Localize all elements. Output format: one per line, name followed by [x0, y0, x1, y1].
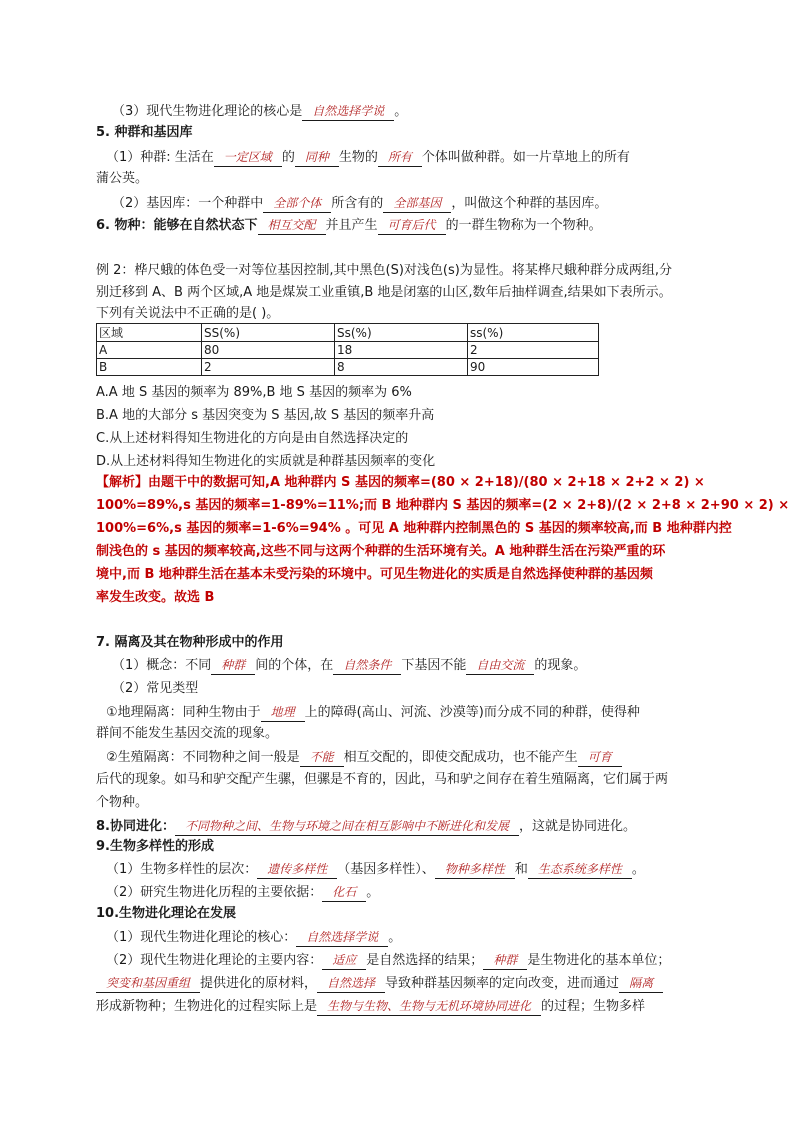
table-row: [97, 359, 599, 376]
s8-c: ，这就是协同进化。: [519, 819, 637, 834]
s6-d: 的一群生物称为一个物种。: [445, 218, 602, 233]
s10-p2c-a: 形成新物种；生物进化的过程实际上是: [96, 999, 318, 1014]
analysis-line: 100%=6%,s 基因的频率=1-6%=94% 。可见 A 地种群内控制黑色的 S 基因的频率较高,而 B 地种群内控: [96, 521, 732, 536]
s10-p2b-blank-2: 自然选择: [317, 974, 385, 993]
s7-p2: （2）常见类型: [112, 681, 199, 696]
s10-p1-blank-1: 自然选择学说: [296, 928, 388, 947]
s7-geo-2: 群间不能发生基因交流的现象。: [96, 726, 279, 741]
s9-p2-c: 。: [366, 885, 380, 900]
s9-p1-e: 。: [631, 862, 645, 877]
s9-p1-blank-3: 生态系统多样性: [528, 860, 632, 879]
s5-p1-blank-1: 一定区域: [214, 148, 282, 167]
s10-p2c: [96, 997, 706, 1016]
s7-p1-d: 下基因不能: [401, 658, 467, 673]
s7-rep-blank-2: 可育: [578, 748, 622, 767]
s9-p2: [106, 883, 716, 902]
s10-p2-blank-2: 种群: [483, 951, 527, 970]
table-header-cell: SS(%): [202, 324, 335, 342]
s8-line: [96, 817, 706, 836]
s10-p2-blank-1: 适应: [322, 951, 366, 970]
s5-title: 5. 种群和基因库: [96, 125, 193, 140]
s7-rep-blank-1: 不能: [300, 748, 344, 767]
table-cell: 2: [468, 342, 599, 359]
s7-rep-3: 个物种。: [96, 795, 149, 810]
s5-p2-d: ，叫做这个种群的基因库。: [451, 196, 608, 211]
s10-p2: [106, 951, 716, 970]
table-cell: 18: [335, 342, 468, 359]
s5-p2-blank-2: 全部基因: [383, 194, 451, 213]
analysis-line: 率发生改变。故选 B: [96, 590, 215, 605]
s7-rep-2: 后代的现象。如马和驴交配产生骡，但骡是不育的，因此，马和驴之间存在着生殖隔离，它们属于两: [96, 772, 669, 787]
s5-p1-blank-3: 所有: [378, 148, 422, 167]
table-cell: 80: [202, 342, 335, 359]
table-header-cell: 区域: [97, 324, 202, 342]
table-cell: B: [97, 359, 202, 376]
s10-p1-a: （1）现代生物进化理论的核心：: [106, 930, 297, 945]
s6-a: 6. 物种：能够在自然状态下: [96, 218, 258, 233]
table-cell: 2: [202, 359, 335, 376]
s5-p2-a: （2）基因库：一个种群中: [112, 196, 264, 211]
analysis-line: 境中,而 B 地种群生活在基本未受污染的环境中。可见生物进化的实质是自然选择使种群的基因频: [96, 567, 653, 582]
s5-p1-blank-2: 同种: [295, 148, 339, 167]
s10-p2-a: （2）现代生物进化理论的主要内容：: [106, 953, 323, 968]
s9-title: 9.生物多样性的形成: [96, 839, 214, 854]
genotype-table: [96, 323, 599, 376]
s8-blank-1: 不同物种之间、生物与环境之间在相互影响中不断进化和发展: [175, 817, 519, 836]
s9-p1: [106, 860, 716, 879]
s7-p1-blank-1: 种群: [211, 656, 255, 675]
s5-p1b: 蒲公英。: [96, 171, 149, 186]
option-c: C.从上述材料得知生物进化的方向是由自然选择决定的: [96, 431, 409, 446]
analysis-block: [96, 471, 790, 609]
table-header-cell: Ss(%): [335, 324, 468, 342]
s5-p1-d: 生物的: [338, 150, 378, 165]
ex2-line-1: 例 2：桦尺蛾的体色受一对等位基因控制,其中黑色(S)对浅色(s)为显性。将某桦尺蛾种群分成两组,分: [96, 263, 672, 278]
analysis-line: 制浅色的 s 基因的频率较高,这些不同与这两个种群的生活环境有关。A 地种群生活在污染严重的环: [96, 544, 666, 559]
ex2-line-3: 下列有关说法中不正确的是( )。: [96, 306, 280, 321]
s10-p2-d: 是生物进化的基本单位；: [527, 953, 671, 968]
s5-p1-e: 个体叫做种群。如一片草地上的所有: [421, 150, 630, 165]
s6-line: [96, 216, 706, 235]
option-a: A.A 地 S 基因的频率为 89%,B 地 S 基因的频率为 6%: [96, 385, 412, 400]
s5-p1-a: （1）种群: 生活在: [106, 150, 214, 165]
s8-a: 8.协同进化：: [96, 819, 175, 834]
s9-p1-blank-2: 物种多样性: [435, 860, 515, 879]
s7-rep-c: 相互交配的，即使交配成功，也不能产生: [343, 750, 578, 765]
s7-p1-c: 间的个体，在: [255, 658, 334, 673]
s5-p2: [112, 194, 722, 213]
table-header-row: [97, 324, 599, 342]
s6-blank-2: 可育后代: [378, 216, 446, 235]
s3-text: （3）现代生物进化理论的核心是: [112, 104, 303, 119]
s7-p1: [112, 656, 722, 675]
analysis-line: 【解析】由题干中的数据可知,A 地种群内 S 基因的频率=(80 × 2+18)/(80 × 2+18 × 2+2 × 2) ×: [96, 475, 705, 490]
analysis-line: 100%=89%,s 基因的频率=1-89%=11%;而 B 地种群内 S 基因的频率=(2 × 2+8)/(2 × 2+8 × 2+90 × 2) ×: [96, 498, 790, 513]
s7-geo-blank-1: 地理: [261, 703, 305, 722]
s7-geo-a: ①地理隔离：同种生物由于: [106, 705, 261, 720]
s9-p1-d: 和: [514, 862, 528, 877]
s7-rep: [106, 748, 716, 767]
s7-geo: [106, 703, 716, 722]
s7-p1-a: （1）概念：不同: [112, 658, 212, 673]
s6-c: 并且产生: [325, 218, 378, 233]
s10-p2-c: 是自然选择的结果；: [366, 953, 484, 968]
s10-p2c-c: 的过程；生物多样: [541, 999, 646, 1014]
s10-p2b-blank-3: 隔离: [619, 974, 663, 993]
s6-blank-1: 相互交配: [258, 216, 326, 235]
s9-p2-a: （2）研究生物进化历程的主要依据：: [106, 885, 323, 900]
s7-p1-blank-3: 自由交流: [466, 656, 534, 675]
table-header-cell: ss(%): [468, 324, 599, 342]
s9-p2-blank-1: 化石: [322, 883, 366, 902]
s7-geo-c: 上的障碍(高山、河流、沙漠等)而分成不同的种群，使得种: [304, 705, 640, 720]
s5-p1: [106, 148, 716, 167]
s3-blank-1: 自然选择学说: [302, 102, 394, 121]
s5-p2-c: 所含有的: [331, 196, 384, 211]
s7-p1-e: 的现象。: [534, 658, 587, 673]
option-d: D.从上述材料得知生物进化的实质就是种群基因频率的变化: [96, 454, 436, 469]
option-b: B.A 地的大部分 s 基因突变为 S 基因,故 S 基因的频率升高: [96, 408, 435, 423]
s9-p1-blank-1: 遗传多样性: [257, 860, 337, 879]
s10-p2b-blank-1: 突变和基因重组: [96, 974, 200, 993]
table-cell: 8: [335, 359, 468, 376]
ex2-line-2: 别迁移到 A、B 两个区域,A 地是煤炭工业重镇,B 地是闭塞的山区,数年后抽样调查,结果如下表所示。: [96, 285, 672, 300]
s3-end: 。: [394, 104, 408, 119]
s5-p2-blank-1: 全部个体: [263, 194, 331, 213]
s10-p2b: [96, 974, 706, 993]
table-cell: A: [97, 342, 202, 359]
table-row: [97, 342, 599, 359]
s9-p1-a: （1）生物多样性的层次：: [106, 862, 258, 877]
s7-rep-a: ②生殖隔离：不同物种之间一般是: [106, 750, 300, 765]
s7-title: 7. 隔离及其在物种形成中的作用: [96, 635, 284, 650]
s10-p1: [106, 928, 716, 947]
s10-p2c-blank-1: 生物与生物、生物与无机环境协同进化: [317, 997, 541, 1016]
s10-p2b-c: 导致种群基因频率的定向改变，进而通过: [385, 976, 620, 991]
s10-p2b-a: 提供进化的原材料，: [200, 976, 318, 991]
s9-p1-c: （基因多样性）、: [337, 862, 435, 877]
s10-title: 10.生物进化理论在发展: [96, 906, 237, 921]
s7-p1-blank-2: 自然条件: [333, 656, 401, 675]
s3-line: [112, 102, 722, 121]
s10-p1-c: 。: [388, 930, 402, 945]
table-cell: 90: [468, 359, 599, 376]
s5-p1-c: 的: [281, 150, 295, 165]
